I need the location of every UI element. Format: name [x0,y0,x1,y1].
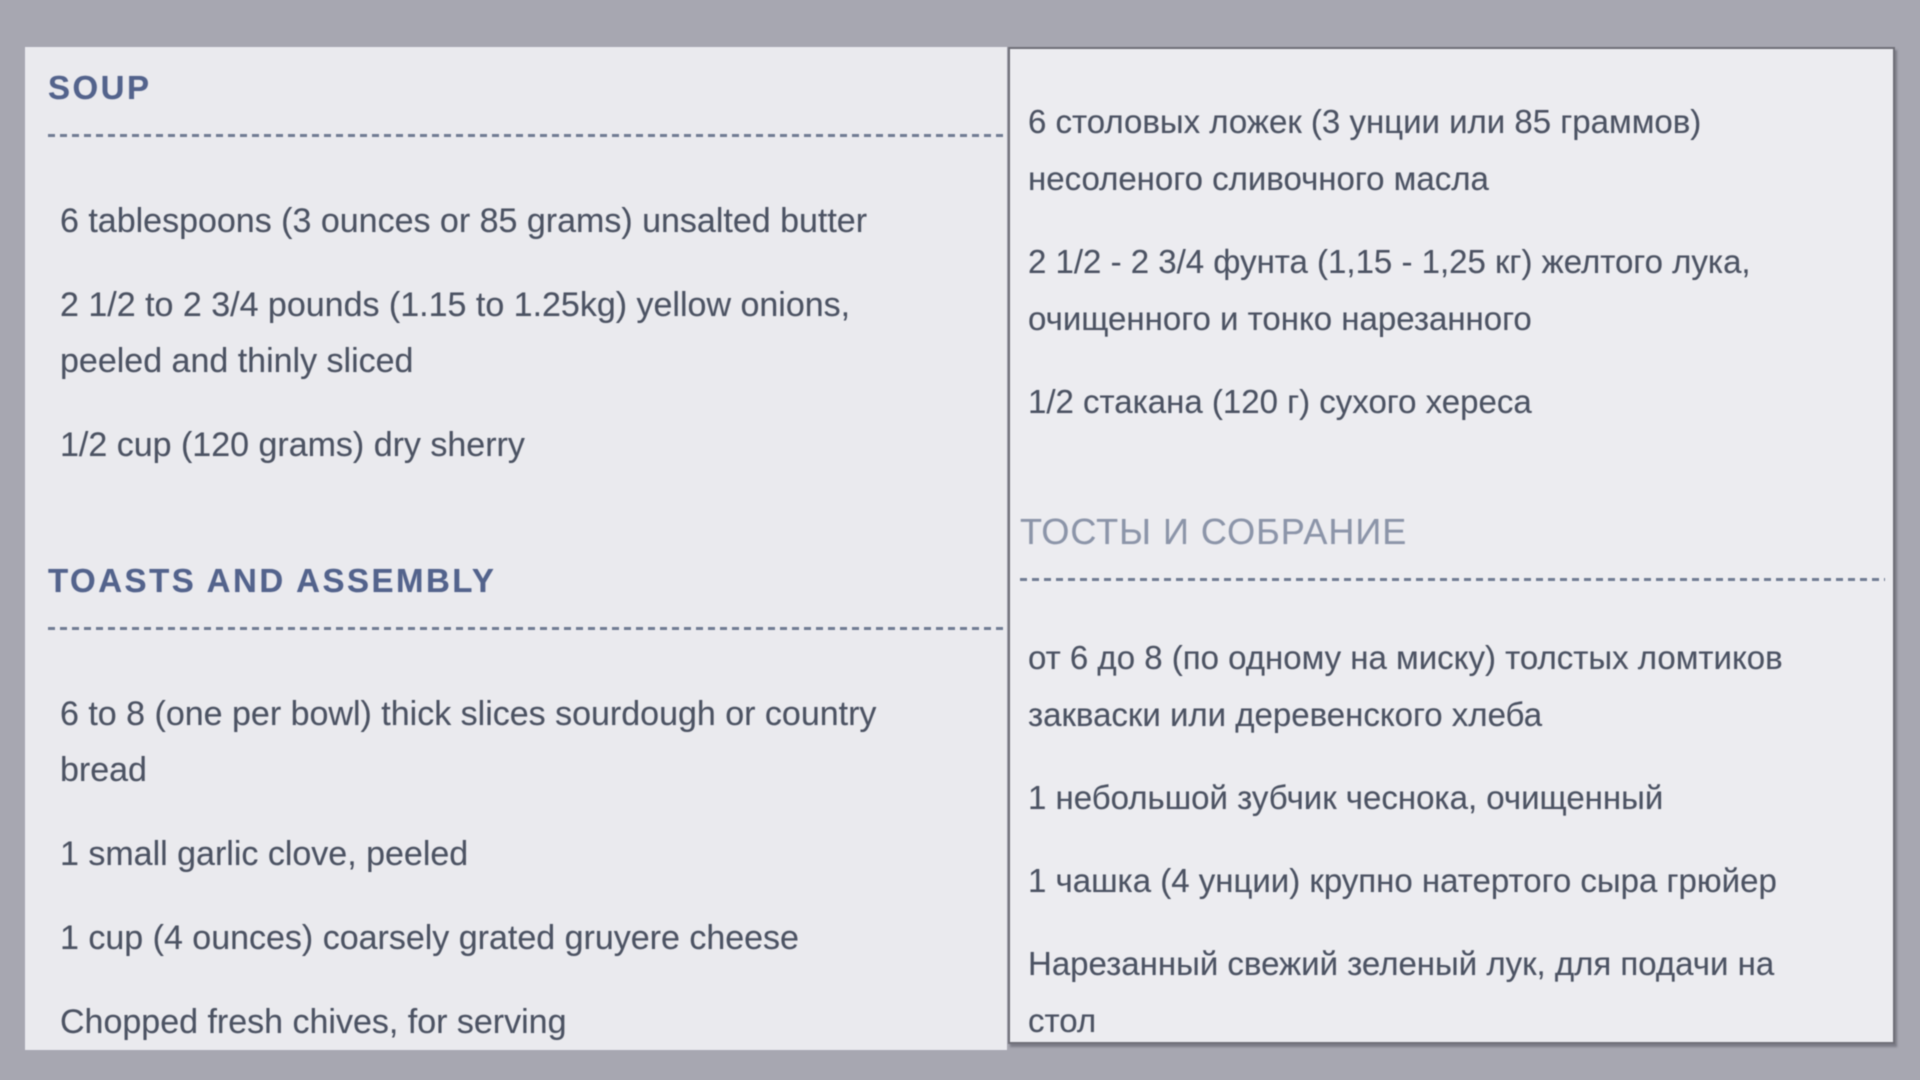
ingredient-line: bread [60,751,147,789]
ingredient-item [1028,233,1893,347]
dashed-divider [48,134,1007,137]
ingredient-item [60,910,1007,966]
ingredient-line: 1 cup (4 ounces) coarsely grated gruyere cheese [60,919,799,957]
dashed-divider [48,627,1007,630]
ingredient-line: 6 столовых ложек (3 унции или 85 граммов) [1028,103,1702,140]
ingredient-item [60,994,1007,1050]
dashed-divider [1020,578,1885,581]
ingredient-line: очищенного и тонко нарезанного [1028,300,1532,337]
ingredient-section [1018,93,1893,430]
ingredient-item [1028,769,1893,826]
ingredient-line: 6 to 8 (one per bowl) thick slices sourdough or country [60,695,877,733]
ingredient-line: 1 small garlic clove, peeled [60,835,469,873]
ingredient-line: закваски или деревенского хлеба [1028,696,1543,733]
ingredient-line: 2 1/2 to 2 3/4 pounds (1.15 to 1.25kg) yellow onions, [60,286,851,324]
ingredient-line: 2 1/2 - 2 3/4 фунта (1,15 - 1,25 кг) желтого лука, [1028,243,1751,280]
ingredient-item [60,826,1007,882]
section-heading: TOASTS AND ASSEMBLY [48,562,497,599]
russian-translation-panel [1008,47,1895,1044]
ingredient-item [1028,935,1893,1044]
ingredient-section [48,561,1007,1050]
ingredient-line: стол [1028,1002,1097,1039]
ingredient-section [1018,510,1893,1044]
ingredient-line: 1 чашка (4 унции) крупно натертого сыра грюйер [1028,862,1777,899]
ingredient-line: от 6 до 8 (по одному на миску) толстых ломтиков [1028,639,1783,676]
ingredient-item [1028,93,1893,207]
ingredient-item [60,193,1007,249]
section-heading: SOUP [48,69,152,106]
ingredient-item [1028,373,1893,430]
ingredient-line: 1/2 стакана (120 г) сухого хереса [1028,383,1532,420]
ingredient-line: несоленого сливочного масла [1028,160,1489,197]
english-ingredients-panel [25,47,1007,1050]
ingredient-line: Chopped fresh chives, for serving [60,1003,567,1041]
ingredient-item [60,686,1007,798]
ingredient-item [60,417,1007,473]
ingredient-item [1028,629,1893,743]
ingredient-item [1028,852,1893,909]
section-heading: ТОСТЫ И СОБРАНИЕ [1020,511,1408,552]
ingredient-line: 1 небольшой зубчик чеснока, очищенный [1028,779,1664,816]
ingredient-line: 1/2 cup (120 grams) dry sherry [60,426,525,464]
ingredient-section [48,68,1007,473]
ingredient-line: peeled and thinly sliced [60,342,414,380]
ingredient-line: 6 tablespoons (3 ounces or 85 grams) unsalted butter [60,202,868,240]
ingredient-item [60,277,1007,389]
ingredient-line: Нарезанный свежий зеленый лук, для подачи на [1028,945,1775,982]
